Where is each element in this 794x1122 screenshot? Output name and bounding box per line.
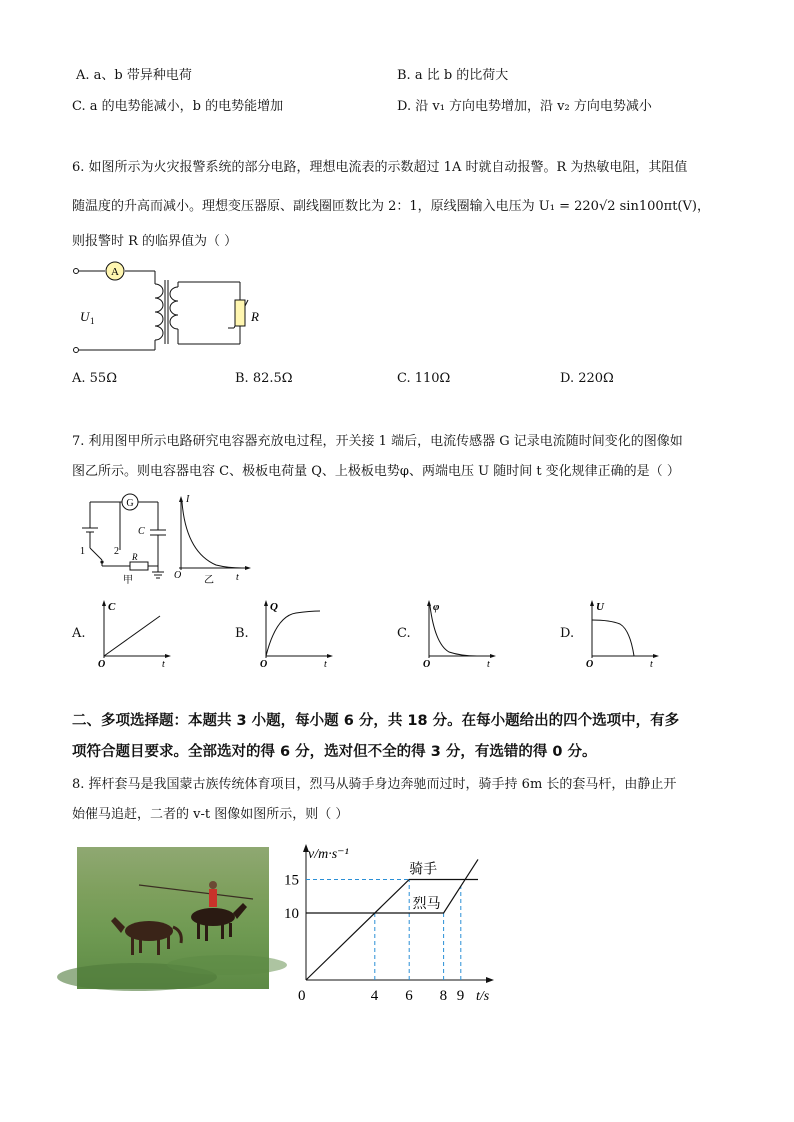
q7b-origin: O [260, 659, 268, 670]
series-rider-line [306, 880, 478, 981]
series-horse-label: 烈马 [412, 897, 441, 912]
u1-label: U [80, 309, 90, 324]
q7a-t: t [162, 659, 165, 670]
y-tick-label: 15 [284, 872, 299, 889]
y-tick-label: 10 [284, 906, 299, 922]
q6-transformer-circuit [70, 262, 260, 358]
q6-option-b: B. 82.5Ω [235, 371, 293, 386]
q7c-origin: O [423, 659, 431, 670]
q7-label-jia: 甲 [123, 575, 133, 586]
section2-heading-line1: 二、多项选择题：本题共 3 小题，每小题 6 分，共 18 分。在每小题给出的四个选项中，有多 [72, 713, 680, 729]
q7c-axis-label: φ [433, 601, 440, 613]
q8-vt-chart [286, 838, 502, 1010]
q7-time-axis-t: t [236, 572, 239, 583]
q7-choice-a-letter: A. [72, 626, 86, 641]
y-axis-label: v/m·s⁻¹ [308, 847, 349, 862]
horse-lasso-photo [77, 847, 269, 989]
q8-stem-line2: 始催马追赶，二者的 v-t 图像如图所示，则（ ） [72, 807, 349, 822]
q7b-t: t [324, 659, 327, 670]
q7-capacitor-c: C [138, 526, 145, 537]
x-tick-label: 6 [405, 988, 413, 1004]
q5-option-b: B. a 比 b 的比荷大 [397, 68, 509, 83]
q5-option-c: C. a 的电势能减小，b 的电势能增加 [72, 99, 284, 114]
q7a-origin: O [98, 659, 106, 670]
q7-circuit-and-current-graph [76, 490, 256, 586]
q6-option-c: C. 110Ω [397, 371, 451, 386]
ammeter-label: A [111, 266, 119, 278]
q7-label-yi: 乙 [204, 575, 214, 586]
q7-choice-b-letter: B. [235, 626, 249, 641]
q7d-origin: O [586, 659, 594, 670]
q7-choice-d-letter: D. [560, 626, 575, 641]
q7-origin: O [174, 570, 182, 581]
u1-subscript: 1 [90, 316, 95, 326]
x-tick-label: 8 [439, 988, 448, 1004]
section2-heading-line2: 项符合题目要求。全部选对的得 6 分，选对但不全的得 3 分，有选错的得 0 分。 [72, 744, 597, 760]
q6-stem-line1: 6. 如图所示为火灾报警系统的部分电路，理想电流表的示数超过 1A 时就自动报警。R 为热敏电阻，其阻值 [72, 160, 688, 175]
q6-stem-line3: 则报警时 R 的临界值为（ ） [72, 234, 238, 249]
q7-switch-1: 1 [80, 546, 85, 557]
q7-switch-2: 2 [114, 546, 119, 557]
series-rider-label: 骑手 [409, 862, 438, 878]
q7-choice-b-graph [254, 598, 336, 668]
q6-stem-line2: 随温度的升高而减小。理想变压器原、副线圈匝数比为 2：1，原线圈输入电压为 U₁ = 220√2 sin100πt(V)， [72, 199, 710, 214]
q7-sensor-g: G [126, 498, 134, 509]
x-axis-label: t/s [476, 989, 490, 1004]
x-tick-label: 9 [456, 988, 465, 1004]
q7-current-axis-i: I [186, 494, 190, 505]
q7-stem-line2: 图乙所示。则电容器电容 C、极板电荷量 Q、上极板电势φ、两端电压 U 随时间 t 变化规律正确的是（ ） [72, 464, 680, 479]
q7-choice-c-graph [417, 598, 499, 668]
q6-option-a: A. 55Ω [72, 371, 117, 386]
series-horse-line [306, 859, 478, 913]
q7-stem-line1: 7. 利用图甲所示电路研究电容器充放电过程，开关接 1 端后，电流传感器 G 记录电流随时间变化的图像如 [72, 434, 683, 449]
q7c-t: t [487, 659, 490, 670]
q7d-t: t [650, 659, 653, 670]
q5-option-a: A. a、b 带异种电荷 [76, 68, 192, 83]
q6-option-d: D. 220Ω [560, 371, 614, 386]
x-tick-label: 0 [298, 988, 306, 1004]
q7-resistor-r: R [132, 552, 138, 562]
q8-stem-line1: 8. 挥杆套马是我国蒙古族传统体育项目，烈马从骑手身边奔驰而过时，骑手持 6m 长的套马杆，由静止开 [72, 777, 677, 792]
q7b-axis-label: Q [270, 601, 278, 613]
q7-choice-d-graph [580, 598, 662, 668]
q5-option-d: D. 沿 v₁ 方向电势增加，沿 v₂ 方向电势减小 [397, 99, 652, 114]
r-label: R [251, 309, 259, 324]
q7-choice-a-graph [92, 598, 174, 668]
x-tick-label: 4 [370, 988, 379, 1004]
vt-x-arrow [486, 977, 494, 983]
q7d-axis-label: U [596, 601, 604, 613]
q7a-axis-label: C [108, 601, 116, 613]
q7-choice-c-letter: C. [397, 626, 411, 641]
